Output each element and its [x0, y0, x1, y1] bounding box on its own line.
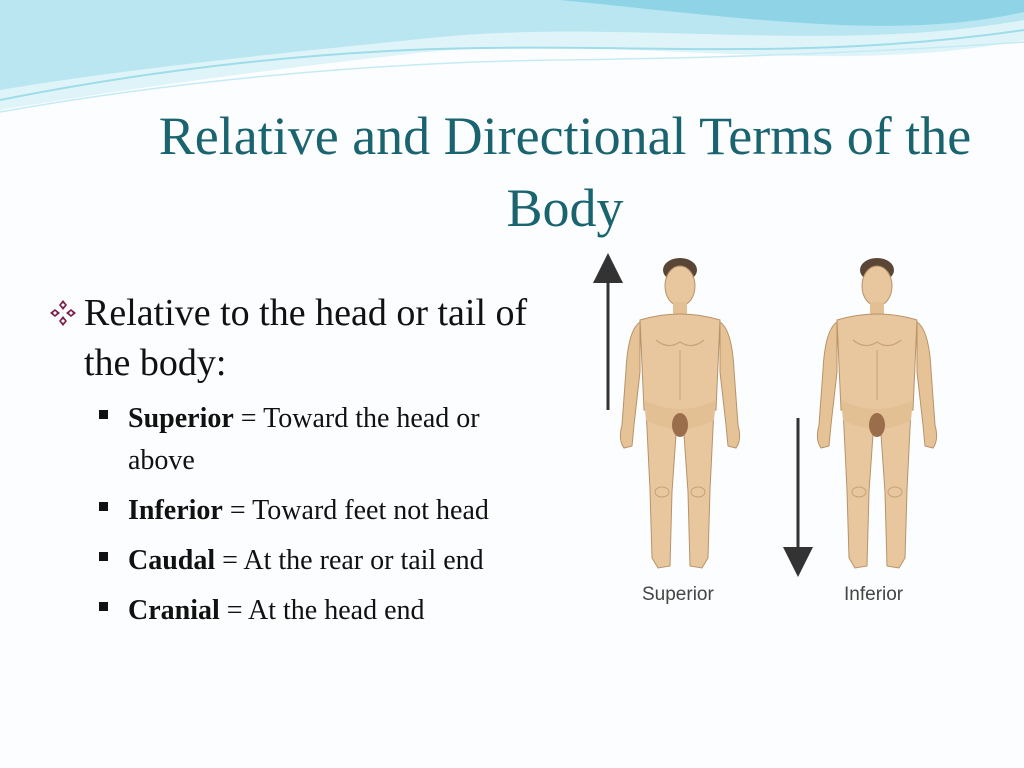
list-item — [96, 490, 536, 532]
terms-list — [96, 398, 536, 640]
anatomy-figure — [590, 250, 970, 620]
term-definition: At the head end — [248, 595, 425, 626]
square-bullet-icon — [99, 502, 108, 511]
list-item — [96, 540, 536, 582]
term-label: Cranial — [128, 595, 220, 626]
diamond-bullet-icon — [48, 298, 78, 328]
term-label: Superior — [128, 403, 234, 434]
square-bullet-icon — [99, 552, 108, 561]
anatomy-illustration — [590, 250, 970, 580]
slide-title: Relative and Directional Terms of the Body — [158, 106, 972, 238]
main-bullet-text: Relative to the head or tail of the body: — [84, 292, 528, 384]
list-item — [96, 398, 536, 482]
term-separator: = — [222, 495, 253, 526]
main-bullet — [48, 288, 528, 388]
superior-label: Superior — [642, 584, 714, 605]
inferior-label: Inferior — [844, 584, 904, 605]
square-bullet-icon — [99, 410, 108, 419]
term-separator: = — [233, 403, 264, 434]
term-definition: Toward the head or above — [128, 403, 480, 476]
term-definition: At the rear or tail end — [243, 545, 484, 576]
inferior-body-figure — [817, 258, 936, 568]
term-separator: = — [215, 545, 244, 576]
term-label: Inferior — [128, 495, 223, 526]
list-item — [96, 590, 536, 632]
superior-body-figure — [620, 258, 739, 568]
term-definition: Toward feet not head — [252, 495, 489, 526]
term-separator: = — [219, 595, 249, 626]
term-label: Caudal — [128, 545, 216, 576]
square-bullet-icon — [99, 602, 108, 611]
